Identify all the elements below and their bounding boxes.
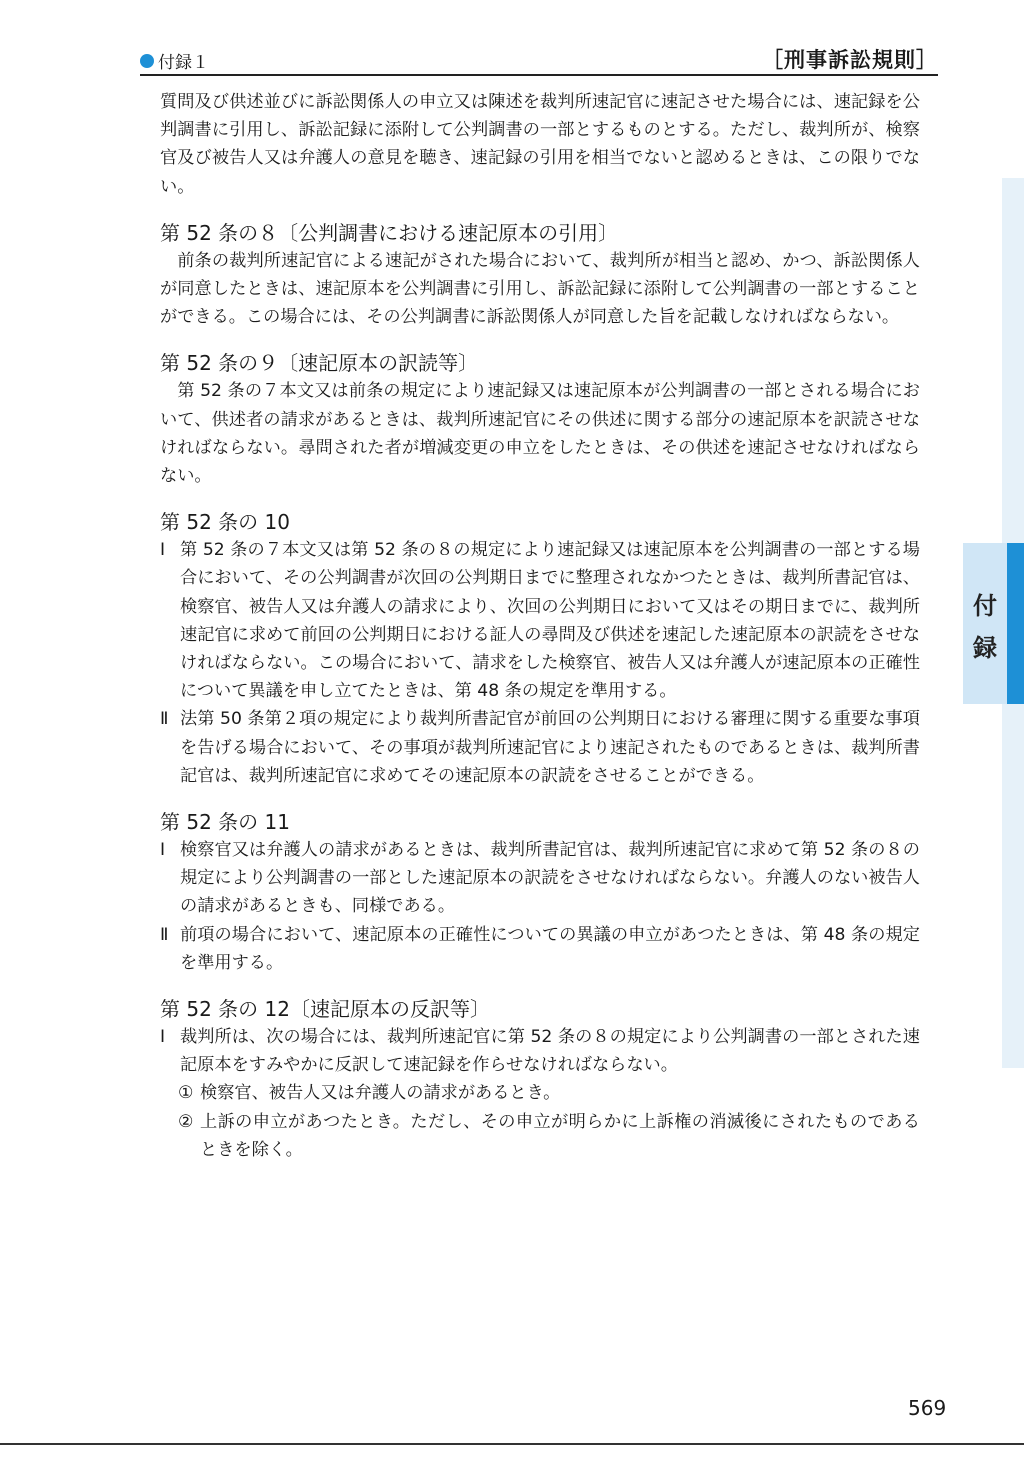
sub-item bbox=[160, 1108, 920, 1164]
item-number: Ⅰ bbox=[160, 1027, 166, 1048]
paragraph-item bbox=[160, 836, 920, 921]
paragraph-item bbox=[160, 1023, 920, 1079]
item-number: Ⅱ bbox=[160, 709, 169, 730]
article-title-52-12: 第 52 条の 12〔速記原本の反訳等〕 bbox=[160, 997, 490, 1022]
article-title-52-8: 第 52 条の８〔公判調書における速記原本の引用〕 bbox=[160, 220, 619, 245]
side-tab-accent bbox=[1007, 543, 1024, 704]
page-header bbox=[140, 44, 938, 76]
item-text: 裁判所は、次の場合には、裁判所速記官に第 52 条の８の規定により公判調書の一部とされた速記原本をすみやかに反訳して速記録を作らせなければならない。 bbox=[180, 1027, 920, 1076]
paragraph-item bbox=[160, 921, 920, 977]
paragraph-item bbox=[160, 536, 920, 705]
article-title-52-11: 第 52 条の 11 bbox=[160, 810, 290, 835]
side-tab-label: 付 録 bbox=[973, 592, 997, 662]
article-title-52-9: 第 52 条の９〔速記原本の訳読等〕 bbox=[160, 351, 479, 376]
item-number: Ⅱ bbox=[160, 924, 169, 945]
section-label-text: 付録１ bbox=[158, 53, 209, 73]
paragraph-item bbox=[160, 705, 920, 790]
item-number: Ⅰ bbox=[160, 540, 166, 561]
main-content bbox=[160, 88, 920, 1164]
item-text: 法第 50 条第２項の規定により裁判所書記官が前回の公判期日における審理に関する重要な事項を告げる場合において、その事項が裁判所速記官により速記されたものであるときは、裁判所書記官は、裁判所速記官に求めてその速記原本の訳読をさせることができる。 bbox=[180, 709, 920, 786]
page-number: 569 bbox=[908, 1396, 947, 1420]
item-text: 検察官又は弁護人の請求があるときは、裁判所書記官は、裁判所速記官に求めて第 52 条の８の規定により公判調書の一部とした速記原本の訳読をさせなければならない。弁護人のない被告人の請求があるときも、同様である。 bbox=[180, 840, 920, 917]
bullet-dot-icon bbox=[140, 54, 154, 68]
article-text-52-8: 前条の裁判所速記官による速記がされた場合において、裁判所が相当と認め、かつ、訴訟関係人が同意したときは、速記原本を公判調書に引用し、訴訟記録に添附して公判調書の一部とすることができる。この場合には、その公判調書に訴訟関係人が同意した旨を記載しなければならない。 bbox=[160, 250, 920, 328]
running-title: ［刑事訴訟規則］ bbox=[762, 48, 938, 72]
sub-item-text: 上訴の申立があつたとき。ただし、その申立が明らかに上訴権の消滅後にされたものであるときを除く。 bbox=[200, 1111, 920, 1160]
sub-item bbox=[160, 1079, 920, 1107]
item-text: 第 52 条の７本文又は第 52 条の８の規定により速記録又は速記原本を公判調書の一部とする場合において、その公判調書が次回の公判期日までに整理されなかつたときは、裁判所書記官は、検察官、被告人又は弁護人の請求により、次回の公判期日において又はその期日までに、裁判所速記官に求めて前回の公判期日における証人の尋問及び供述を速記した速記原本の訳読をさせなければならない。この場合において、請求をした検察官、被告人又は弁護人が速記原本の正確性について異議を申し立てたときは、第 48 条の規定を準用する。 bbox=[180, 540, 920, 702]
side-index-tab bbox=[963, 543, 1024, 704]
footer-rule bbox=[0, 1443, 1024, 1445]
article-text-52-9: 第 52 条の７本文又は前条の規定により速記録又は速記原本が公判調書の一部とされる場合において、供述者の請求があるときは、裁判所速記官にその供述に関する部分の速記原本を訳読させなければならない。尋問された者が増減変更の申立をしたときは、その供述を速記させなければならない。 bbox=[160, 381, 920, 487]
section-label bbox=[140, 48, 209, 73]
sub-item-number: ① bbox=[178, 1083, 194, 1104]
article-title-52-10: 第 52 条の 10 bbox=[160, 510, 290, 535]
item-number: Ⅰ bbox=[160, 840, 166, 861]
item-text: 前項の場合において、速記原本の正確性についての異議の申立があつたときは、第 48 条の規定を準用する。 bbox=[180, 924, 920, 973]
sub-item-number: ② bbox=[178, 1111, 194, 1132]
intro-paragraph: 質問及び供述並びに訴訟関係人の申立又は陳述を裁判所速記官に速記させた場合には、速記録を公判調書に引用し、訴訟記録に添附して公判調書の一部とするものとする。ただし、裁判所が、検察官及び被告人又は弁護人の意見を聴き、速記録の引用を相当でないと認めるときは、この限りでない。 bbox=[160, 92, 920, 197]
sub-item-text: 検察官、被告人又は弁護人の請求があるとき。 bbox=[200, 1083, 561, 1104]
